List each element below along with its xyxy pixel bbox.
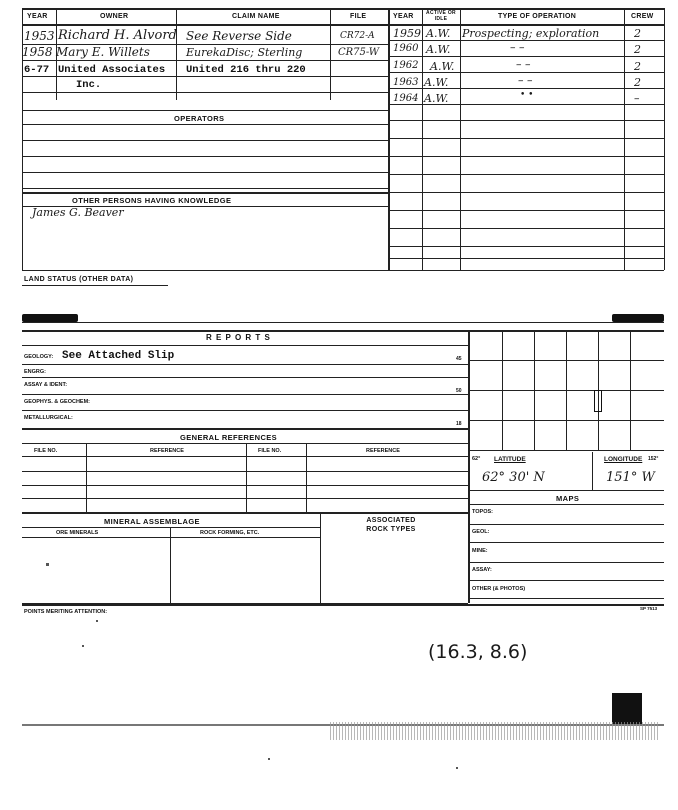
col-divider-claim [330, 8, 331, 100]
margin-number: 18 [456, 421, 462, 427]
ore-minerals-header: ORE MINERALS [56, 530, 99, 536]
points-meriting-attention: POINTS MERITING ATTENTION: [24, 609, 108, 615]
metallurgical-label: METALLURGICAL: [24, 415, 73, 421]
activity-year: 1959 [393, 27, 421, 40]
land-status-label: LAND STATUS (OTHER DATA) [24, 276, 134, 283]
header-owner: OWNER [100, 13, 129, 20]
scan-artifact-noise [330, 722, 660, 740]
activity-status: A.W. [426, 27, 451, 40]
geology-label: GEOLOGY: [24, 354, 54, 360]
owner-row-owner: Richard H. Alvord [58, 28, 177, 43]
header-crew: CREW [631, 13, 654, 20]
activity-row-line [390, 210, 664, 211]
row-line [22, 345, 468, 346]
row-line [22, 156, 388, 157]
header-active-idle: ACTIVE OR IDLE [426, 10, 456, 22]
margin-number: 50 [456, 388, 462, 394]
coordinate-note: (16.3, 8.6) [428, 641, 528, 663]
activity-operation: – – [510, 41, 525, 54]
ref-header-reference: REFERENCE [150, 448, 184, 454]
header-claim-name: CLAIM NAME [232, 13, 280, 20]
latlong-divider [592, 452, 593, 490]
row-line [22, 443, 468, 444]
activity-year: 1964 [393, 93, 419, 104]
form-number: SP 7513 [640, 606, 658, 611]
row-line [22, 471, 468, 472]
engrg-label: ENGRG: [24, 369, 46, 375]
scan-speck [96, 620, 98, 622]
row-line [22, 498, 468, 499]
activity-operation: – – [516, 58, 531, 71]
row-line [22, 394, 468, 395]
right-border [664, 8, 665, 270]
owner-row-file: CR72-A [340, 31, 375, 41]
punch-mark-left [22, 314, 78, 322]
row-line [468, 504, 664, 505]
lon-corner: 152° [648, 456, 659, 462]
reports-top-border [22, 322, 664, 323]
activity-row-line [390, 228, 664, 229]
row-line [22, 124, 388, 125]
owner-row-claim: United 216 thru 220 [186, 64, 306, 76]
row-line [22, 527, 320, 528]
row-line [22, 410, 468, 411]
scan-speck [82, 645, 84, 647]
activity-crew: 2 [634, 27, 641, 40]
row-line [22, 377, 468, 378]
geology-value: See Attached Slip [62, 350, 175, 362]
activity-status: A.W. [426, 43, 451, 56]
map-location-marker [594, 390, 602, 412]
others-entry: James G. Beaver [32, 206, 124, 219]
maps-geol: GEOL: [472, 529, 490, 535]
maps-title: MAPS [556, 494, 580, 503]
maps-assay: ASSAY: [472, 567, 492, 573]
ref-header-reference: REFERENCE [366, 448, 400, 454]
row-line [22, 92, 388, 93]
activity-row-line [390, 56, 664, 57]
ref-col-divider [306, 443, 307, 512]
operators-top-line [22, 110, 388, 111]
geophys-label: GEOPHYS. & GEOCHEM: [24, 399, 91, 405]
activity-row-line [390, 258, 664, 259]
reports-title: R E P O R T S [206, 333, 271, 342]
col-divider-operation [624, 8, 625, 270]
owner-row-owner: Inc. [76, 79, 102, 91]
activity-status: A.W. [430, 60, 455, 73]
others-top-line [22, 192, 388, 194]
activity-row-line [390, 120, 664, 121]
owner-row-claim: EurekaDisc; Sterling [186, 46, 303, 59]
col-divider-file [388, 8, 390, 270]
rock-forming-header: ROCK FORMING, ETC. [200, 530, 260, 536]
top-border [22, 8, 664, 10]
assay-label: ASSAY & IDENT: [24, 382, 68, 388]
activity-crew: 2 [634, 43, 641, 56]
row-line [22, 76, 388, 77]
row-line [468, 580, 664, 581]
row-line [468, 524, 664, 525]
ref-header-file-no: FILE NO. [258, 448, 282, 454]
row-line [468, 542, 664, 543]
owner-row-year: 1958 [22, 45, 53, 59]
latitude-label: LATITUDE [494, 456, 526, 463]
map-grid-line [468, 420, 664, 421]
header-bottom-border [22, 24, 664, 26]
land-status-underline [22, 285, 168, 286]
activity-year: 1962 [393, 60, 419, 71]
associated-rock-types: ASSOCIATED ROCK TYPES [366, 517, 416, 533]
header-file: FILE [350, 13, 367, 20]
maps-topos: TOPOS: [472, 509, 493, 515]
scan-speck [268, 758, 270, 760]
activity-crew: 2 [634, 60, 641, 73]
activity-row-line [390, 174, 664, 175]
row-line [22, 188, 388, 189]
activity-operation: Prospecting; exploration [462, 27, 600, 40]
scan-speck [46, 563, 49, 566]
general-references-title: GENERAL REFERENCES [180, 433, 278, 442]
activity-status: A.W. [424, 92, 449, 105]
reports-bottom-border [22, 604, 664, 606]
row-line [22, 140, 388, 141]
header-year-activity: YEAR [393, 13, 414, 20]
row-line [22, 485, 468, 486]
row-line [22, 428, 468, 430]
ref-header-file-no: FILE NO. [34, 448, 58, 454]
owner-row-year: 6-77 [24, 64, 50, 76]
col-divider-active [460, 8, 461, 270]
activity-year: 1963 [393, 77, 419, 88]
row-line [22, 60, 388, 61]
mineral-assemblage-title: MINERAL ASSEMBLAGE [104, 517, 200, 526]
lat-corner: 62° [472, 456, 481, 462]
ref-col-divider [86, 443, 87, 512]
activity-status: A.W. [424, 76, 449, 89]
row-line [468, 490, 664, 491]
punch-mark-right [612, 314, 664, 322]
reports-border [22, 330, 664, 332]
activity-row-line [390, 156, 664, 157]
map-grid-line [468, 390, 664, 391]
row-line [22, 512, 468, 514]
ref-col-divider [246, 443, 247, 512]
row-line [22, 537, 320, 538]
mineral-col-divider [320, 512, 321, 603]
activity-operation: • • [520, 90, 534, 100]
row-line [468, 598, 664, 599]
header-type-of-operation: TYPE OF OPERATION [498, 13, 577, 20]
latitude-value: 62° 30' N [482, 470, 545, 485]
header-year: YEAR [27, 13, 48, 20]
map-grid-line [468, 360, 664, 361]
operators-title: OPERATORS [174, 114, 225, 123]
longitude-label: LONGITUDE [604, 456, 643, 463]
row-line [468, 562, 664, 563]
others-title: OTHER PERSONS HAVING KNOWLEDGE [72, 196, 232, 205]
row-line [22, 172, 388, 173]
row-line [22, 364, 468, 365]
activity-row-line [390, 246, 664, 247]
activity-operation: – – [518, 74, 533, 87]
activity-row-line [390, 40, 664, 41]
activity-crew: – [634, 92, 640, 105]
row-line [22, 456, 468, 457]
owner-row-year: 1953 [24, 29, 55, 43]
col-divider-owner [176, 8, 177, 100]
top-table-bottom-line [22, 270, 664, 271]
scan-artifact-block [612, 693, 642, 725]
owner-row-claim: See Reverse Side [186, 29, 292, 43]
owner-row-file: CR75-W [338, 47, 380, 58]
margin-number: 45 [456, 356, 462, 362]
map-grid-line [468, 450, 664, 451]
activity-year: 1960 [393, 43, 419, 54]
col-divider-year2 [422, 8, 423, 270]
maps-other: OTHER (& PHOTOS) [472, 586, 526, 592]
maps-mine: MINE: [472, 548, 488, 554]
owner-row-owner: United Associates [58, 64, 166, 76]
activity-row-line [390, 192, 664, 193]
activity-crew: 2 [634, 76, 641, 89]
activity-row-line [390, 138, 664, 139]
mineral-col-divider [170, 527, 171, 603]
owner-row-owner: Mary E. Willets [56, 45, 150, 59]
scan-speck [456, 767, 458, 769]
longitude-value: 151° W [606, 470, 655, 485]
